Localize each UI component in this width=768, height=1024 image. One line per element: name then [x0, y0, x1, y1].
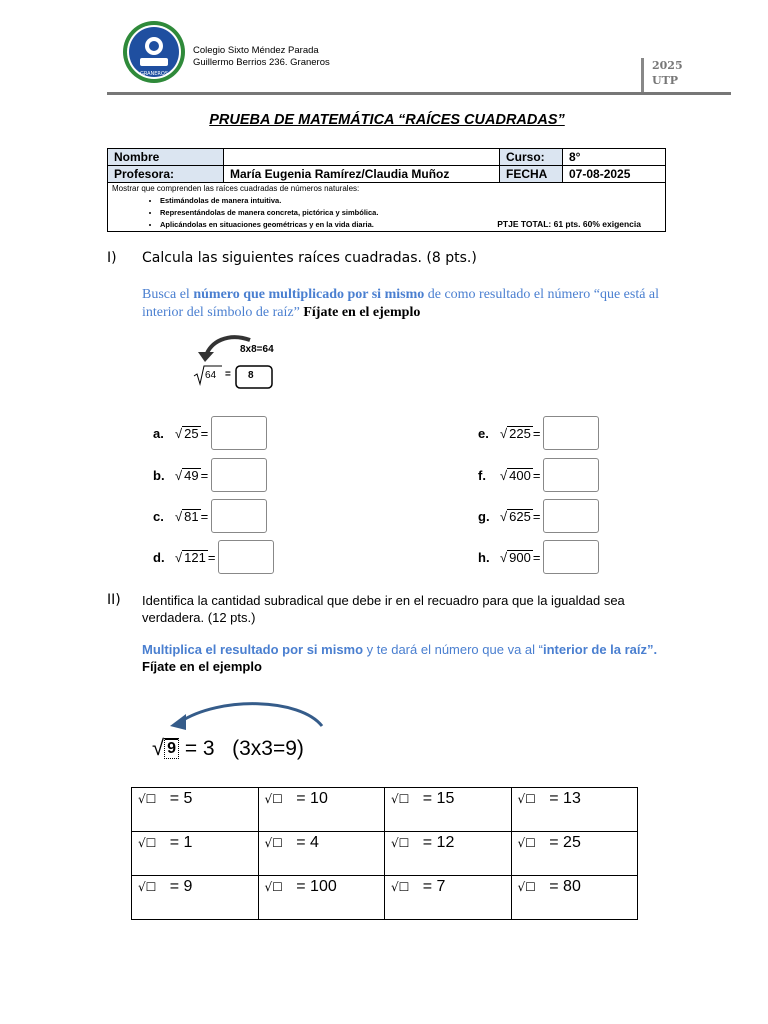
school-address: Guillermo Berrios 236. Graneros	[193, 57, 330, 68]
root-item-b	[153, 458, 267, 492]
radical: √ 121	[175, 549, 206, 565]
item-letter: g.	[478, 508, 490, 524]
root-box-icon: √☐	[391, 836, 410, 850]
grid-cell[interactable]	[385, 788, 512, 832]
roots-exercise	[150, 416, 620, 576]
root-box-icon: √☐	[264, 836, 283, 850]
section1-text: Calcula las siguientes raíces cuadradas. (8 pts.)	[142, 250, 477, 266]
profesora-value: María Eugenia Ramírez/Claudia Muñoz	[224, 166, 500, 183]
section2-number: II)	[107, 592, 121, 608]
grid-cell[interactable]	[132, 832, 259, 876]
answer-box[interactable]	[543, 499, 599, 533]
section2-instructions	[142, 641, 682, 675]
grid-cell[interactable]	[132, 788, 259, 832]
root-item-f	[478, 458, 599, 492]
radical: √ 400	[500, 467, 531, 483]
cell-value: = 80	[549, 878, 581, 895]
school-info	[193, 45, 330, 69]
cell-value: = 9	[169, 878, 193, 895]
curso-value: 8°	[563, 149, 666, 166]
root-box-icon: √☐	[517, 880, 536, 894]
radicand: 49	[184, 467, 199, 483]
objective-item: • Representándolas de manera concreta, pictórica y simbólica.	[160, 207, 661, 219]
cell-value: = 5	[169, 790, 193, 807]
radicand: 400	[509, 467, 531, 483]
cell-value: = 12	[422, 834, 455, 851]
cell-value: = 15	[422, 790, 455, 807]
root-item-d	[153, 540, 274, 574]
grid-cell[interactable]	[258, 788, 385, 832]
example1	[192, 330, 292, 400]
instr-part: y te dará el número que va al “	[363, 642, 543, 657]
root-box-icon: √☐	[517, 792, 536, 806]
root-box-icon: √☐	[138, 880, 157, 894]
objective-item: • Estimándolas de manera intuitiva.	[160, 195, 661, 207]
school-name: Colegio Sixto Méndez Parada	[193, 45, 319, 56]
cell-value: = 10	[296, 790, 328, 807]
example2-radicand: 9	[164, 738, 179, 759]
year-text: 2025	[652, 59, 683, 72]
grid-cell[interactable]	[511, 876, 638, 920]
radical: √ 625	[500, 508, 531, 524]
instr-part: de como resultado el número “que está al interior del símbolo de raíz”	[142, 287, 660, 320]
root-box-icon: √☐	[264, 792, 283, 806]
root-box-icon: √☐	[391, 880, 410, 894]
example1-mult: 8x8=64	[240, 344, 274, 355]
radicand: 121	[184, 549, 206, 565]
profesora-label: Profesora:	[108, 166, 224, 183]
example2-rest: = 3 (3x3=9)	[178, 737, 304, 760]
equals: =	[207, 549, 216, 565]
cell-value: = 7	[422, 878, 446, 895]
example1-answer: 8	[248, 370, 254, 381]
curso-label: Curso:	[500, 149, 563, 166]
grid-cell[interactable]	[385, 832, 512, 876]
info-table	[107, 148, 666, 232]
instr-example-note: Fíjate en el ejemplo	[303, 305, 421, 320]
example1-radicand: 64	[205, 370, 217, 381]
answer-box[interactable]	[211, 458, 267, 492]
section1-instructions	[142, 286, 672, 322]
grid-cell[interactable]	[511, 832, 638, 876]
curved-arrow-icon	[192, 330, 292, 400]
item-letter: f.	[478, 467, 486, 483]
equals: =	[532, 425, 541, 441]
radical: √ 25	[175, 425, 199, 441]
objectives-cell	[108, 183, 666, 232]
equals: =	[532, 549, 541, 565]
root-box-icon: √☐	[138, 836, 157, 850]
root-item-a	[153, 416, 267, 450]
radicand: 625	[509, 508, 531, 524]
example2: √ 9 = 3 (3x3=9)	[152, 735, 304, 760]
cell-value: = 13	[549, 790, 581, 807]
instr-highlight: Multiplica el resultado por si mismo	[142, 642, 364, 657]
unit-text: UTP	[652, 74, 679, 87]
test-title: PRUEBA DE MATEMÁTICA “RAÍCES CUADRADAS”	[209, 112, 565, 128]
grid-cell[interactable]	[258, 832, 385, 876]
instr-part: Busca el	[142, 287, 194, 302]
total-score: PTJE TOTAL: 61 pts. 60% exigencia	[497, 219, 641, 229]
logo-text: GRANEROS	[139, 71, 169, 77]
equals: =	[200, 425, 209, 441]
school-logo	[122, 20, 186, 84]
item-letter: a.	[153, 425, 164, 441]
answer-box[interactable]	[211, 416, 267, 450]
cell-value: = 25	[549, 834, 581, 851]
equals: =	[532, 508, 541, 524]
root-item-c	[153, 499, 267, 533]
radicand: 25	[184, 425, 199, 441]
grid-cell[interactable]	[132, 876, 259, 920]
section1-number: I)	[107, 250, 117, 266]
radicand-grid	[131, 787, 638, 920]
item-letter: b.	[153, 467, 165, 483]
root-box-icon: √☐	[391, 792, 410, 806]
answer-box[interactable]	[218, 540, 274, 574]
radicand: 225	[509, 425, 531, 441]
objective-item: • Aplicándolas en situaciones geométricas y en la vida diaria.	[160, 219, 661, 231]
radical: √ 81	[175, 508, 199, 524]
item-letter: e.	[478, 425, 489, 441]
root-box-icon: √☐	[138, 792, 157, 806]
root-item-e	[478, 416, 599, 450]
instr-highlight: número que multiplicado por si mismo	[193, 287, 425, 302]
nombre-label: Nombre	[108, 149, 224, 166]
cell-value: = 4	[296, 834, 319, 851]
equals: =	[200, 467, 209, 483]
grid-cell[interactable]	[385, 876, 512, 920]
cell-value: = 1	[169, 834, 193, 851]
objective-intro: Mostrar que comprenden las raíces cuadradas de números naturales:	[112, 184, 360, 193]
equals: =	[532, 467, 541, 483]
item-letter: h.	[478, 549, 490, 565]
item-letter: d.	[153, 549, 165, 565]
instr-example-note: Fíjate en el ejemplo	[142, 659, 262, 674]
year-box	[641, 58, 724, 92]
grid-cell[interactable]	[258, 876, 385, 920]
answer-box[interactable]	[543, 540, 599, 574]
fecha-value: 07-08-2025	[563, 166, 666, 183]
answer-box[interactable]	[543, 458, 599, 492]
radicand: 81	[184, 508, 199, 524]
cell-value: = 100	[296, 878, 337, 895]
answer-box[interactable]	[211, 499, 267, 533]
equals: =	[200, 508, 209, 524]
root-box-icon: √☐	[264, 880, 283, 894]
answer-box[interactable]	[543, 416, 599, 450]
instr-highlight: interior de la raíz”.	[542, 642, 658, 657]
grid-cell[interactable]	[511, 788, 638, 832]
section2-text: Identifica la cantidad subradical que debe ir en el recuadro para que la igualdad sea verdadera. (12 pts.)	[142, 593, 625, 625]
root-box-icon: √☐	[517, 836, 536, 850]
root-item-g	[478, 499, 599, 533]
radical: √ 225	[500, 425, 531, 441]
root-item-h	[478, 540, 599, 574]
example1-eq: =	[225, 369, 231, 380]
radical: √ 49	[175, 467, 199, 483]
fecha-label: FECHA	[500, 166, 563, 183]
header-divider	[107, 92, 731, 95]
radicand: 900	[509, 549, 531, 565]
radical: √ 900	[500, 549, 531, 565]
nombre-field[interactable]	[224, 149, 500, 166]
item-letter: c.	[153, 508, 164, 524]
